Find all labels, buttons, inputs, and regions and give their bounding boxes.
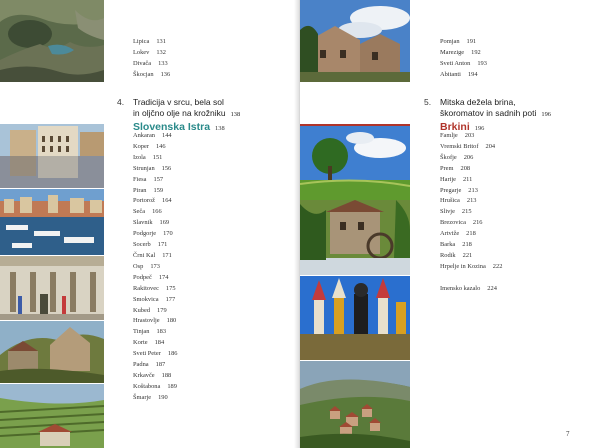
toc-entry[interactable]: Sveti Peter 186 — [133, 350, 178, 358]
toc-entry[interactable]: Slivje 215 — [440, 208, 472, 216]
toc-entry[interactable]: Sečа 166 — [133, 208, 162, 216]
toc-entry[interactable]: Hrušica 213 — [440, 197, 477, 205]
toc-entry[interactable]: Črni Kal 171 — [133, 251, 172, 259]
toc-entry[interactable]: Socerb 171 — [133, 241, 168, 249]
section-title: Mitska dežela brina, škoromatov in sadnih poti 196 — [440, 97, 551, 118]
toc-entry[interactable]: Osp 173 — [133, 262, 160, 270]
toc-entry[interactable]: Lipica 131 — [133, 38, 166, 45]
toc-entry[interactable]: Slavnik 169 — [133, 219, 170, 227]
toc-entry[interactable]: Vremski Britof 204 — [440, 142, 496, 150]
toc-entry[interactable]: Hrastovlje 180 — [133, 317, 177, 325]
toc-list-brkini — [440, 131, 502, 295]
toc-entry[interactable]: Brezovica 216 — [440, 219, 483, 227]
section-title: Tradicija v srcu, bela sol in oljčno olje na krožniku 138 — [133, 97, 241, 118]
toc-entry[interactable]: Strunjan 156 — [133, 164, 172, 172]
toc-entry[interactable]: Artviže 218 — [440, 230, 476, 238]
right-page — [300, 0, 600, 448]
index-entry[interactable]: Imensko kazalo 224 — [440, 284, 497, 292]
region-heading[interactable]: Brkini 196 — [440, 121, 485, 133]
left-page — [0, 0, 298, 448]
toc-entry[interactable]: Šmarje 190 — [133, 393, 168, 401]
photo-vineyards — [0, 384, 104, 448]
photo-meadow-tree — [300, 124, 410, 202]
top-toc-list — [133, 37, 170, 81]
toc-entry[interactable]: Koštabona 189 — [133, 382, 177, 390]
toc-entry[interactable]: Famlje 203 — [440, 132, 475, 139]
toc-entry[interactable]: Fiesa 157 — [133, 175, 164, 183]
toc-entry[interactable]: Podpeč 174 — [133, 273, 169, 281]
toc-entry[interactable]: Škofje 206 — [440, 153, 474, 161]
toc-entry[interactable]: Ankaran 144 — [133, 132, 172, 139]
photo-stone-houses — [300, 0, 410, 83]
photo-village-valley — [300, 361, 410, 448]
toc-entry[interactable]: Izola 151 — [133, 153, 163, 161]
toc-entry[interactable]: Sveti Anton 193 — [440, 59, 487, 67]
toc-entry[interactable]: Tinjan 183 — [133, 328, 167, 336]
photo-town-hall — [0, 256, 104, 321]
toc-entry[interactable]: Rodik 221 — [440, 251, 473, 259]
toc-entry[interactable]: Korte 184 — [133, 339, 165, 347]
page-number: 7 — [566, 430, 570, 438]
toc-entry[interactable]: Rakitovec 175 — [133, 284, 176, 292]
top-toc-list-right — [440, 37, 487, 81]
toc-entry[interactable]: Pregarje 213 — [440, 186, 478, 194]
toc-entry[interactable]: Harije 211 — [440, 175, 473, 183]
toc-entry[interactable]: Barka 218 — [440, 241, 472, 249]
toc-entry[interactable]: Padna 187 — [133, 361, 166, 369]
region-heading[interactable]: Slovenska Istra 138 — [133, 121, 225, 133]
toc-entry[interactable]: Kubed 179 — [133, 306, 167, 314]
toc-entry[interactable]: Lokev 132 — [133, 48, 166, 56]
toc-entry[interactable]: Hrpelje in Kozina 222 — [440, 262, 503, 270]
section-number: 4. — [117, 97, 125, 107]
toc-entry[interactable]: Smokvica 177 — [133, 295, 176, 303]
toc-entry[interactable]: Podgorje 170 — [133, 230, 173, 238]
photo-water-mill — [300, 200, 410, 276]
photo-karst-aerial — [0, 0, 104, 83]
photo-skoromati-masks — [300, 276, 410, 361]
toc-entry[interactable]: Prem 208 — [440, 164, 471, 172]
photo-hill-village — [0, 321, 104, 384]
toc-entry[interactable]: Škocjan 136 — [133, 70, 171, 78]
photo-piran-square — [0, 124, 104, 189]
toc-entry[interactable]: Portorož 164 — [133, 197, 172, 205]
toc-entry[interactable]: Marezige 192 — [440, 48, 481, 56]
toc-list-istra — [133, 131, 177, 404]
toc-entry-spacer — [440, 273, 502, 284]
photo-harbour-boats — [0, 189, 104, 256]
toc-entry[interactable]: Divača 133 — [133, 59, 168, 67]
toc-entry[interactable]: Koper 146 — [133, 142, 166, 150]
toc-entry[interactable]: Piran 159 — [133, 186, 164, 194]
toc-entry[interactable]: Krkavče 188 — [133, 371, 172, 379]
toc-entry[interactable]: Abitanti 194 — [440, 70, 478, 78]
section-number: 5. — [424, 97, 432, 107]
toc-entry[interactable]: Pomjan 191 — [440, 38, 477, 45]
